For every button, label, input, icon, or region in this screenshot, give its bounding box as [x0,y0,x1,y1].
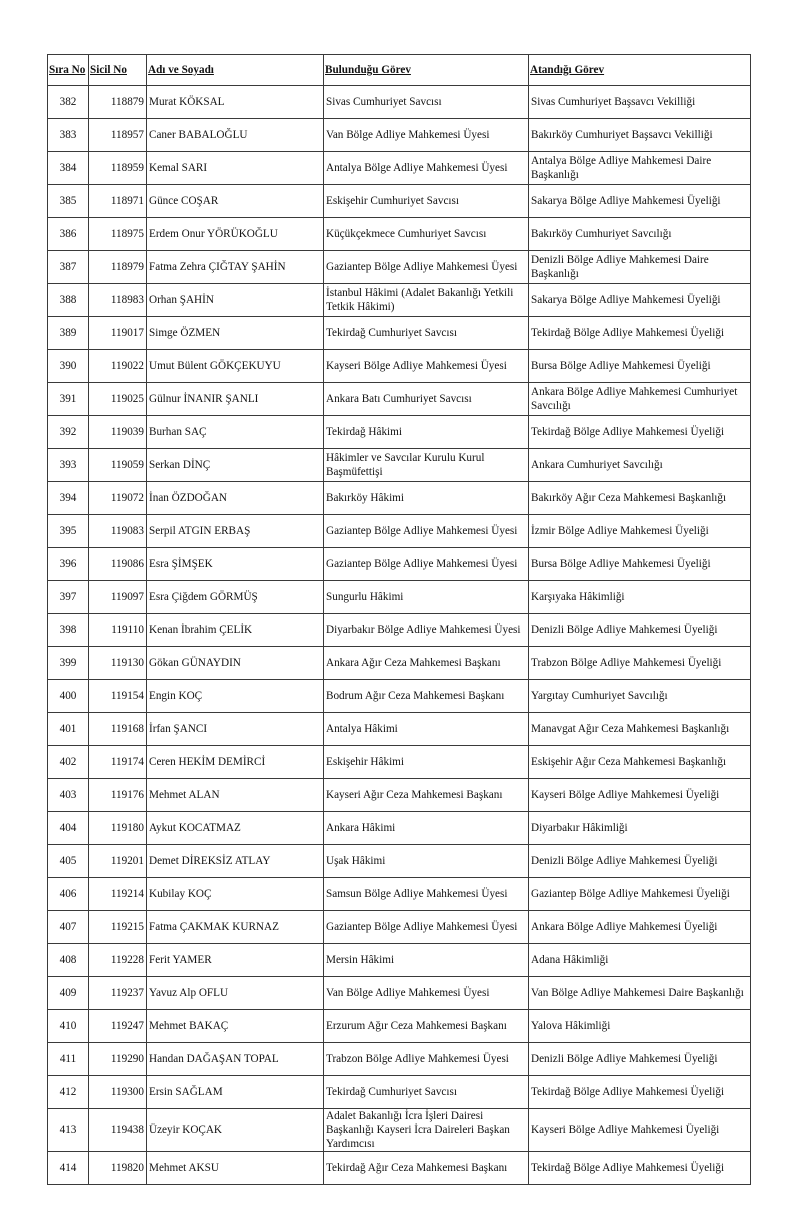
table-row [48,218,751,251]
cell-assigned-position: Manavgat Ağır Ceza Mahkemesi Başkanlığı [529,713,751,746]
cell-name: Ceren HEKİM DEMİRCİ [147,746,324,779]
cell-assigned-position: Eskişehir Ağır Ceza Mahkemesi Başkanlığı [529,746,751,779]
cell-name: Fatma Zehra ÇIĞTAY ŞAHİN [147,251,324,284]
cell-current-position: Samsun Bölge Adliye Mahkemesi Üyesi [324,878,529,911]
table-row [48,185,751,218]
cell-assigned-position: Van Bölge Adliye Mahkemesi Daire Başkanlığı [529,977,751,1010]
table-row [48,1152,751,1185]
cell-name: Fatma ÇAKMAK KURNAZ [147,911,324,944]
cell-current-position: Mersin Hâkimi [324,944,529,977]
table-body [48,86,751,1185]
cell-assigned-position: Denizli Bölge Adliye Mahkemesi Daire Başkanlığı [529,251,751,284]
cell-sicil-no: 119110 [89,614,147,647]
cell-name: Gökan GÜNAYDIN [147,647,324,680]
table-header [48,55,751,86]
table-row [48,482,751,515]
cell-current-position: Sivas Cumhuriyet Savcısı [324,86,529,119]
cell-sira-no: 407 [48,911,89,944]
cell-sira-no: 382 [48,86,89,119]
cell-sicil-no: 119072 [89,482,147,515]
cell-current-position: Gaziantep Bölge Adliye Mahkemesi Üyesi [324,251,529,284]
table-row [48,449,751,482]
table-row [48,86,751,119]
cell-current-position: Küçükçekmece Cumhuriyet Savcısı [324,218,529,251]
table-row [48,911,751,944]
cell-current-position: Tekirdağ Hâkimi [324,416,529,449]
header-atandigi-gorev: Atandığı Görev [529,55,751,86]
cell-sicil-no: 119039 [89,416,147,449]
cell-name: Burhan SAÇ [147,416,324,449]
cell-sira-no: 397 [48,581,89,614]
cell-name: Caner BABALOĞLU [147,119,324,152]
cell-sicil-no: 118957 [89,119,147,152]
cell-sira-no: 405 [48,845,89,878]
cell-sicil-no: 119130 [89,647,147,680]
cell-current-position: Tekirdağ Cumhuriyet Savcısı [324,1076,529,1109]
cell-sicil-no: 119168 [89,713,147,746]
table-row [48,680,751,713]
cell-assigned-position: Tekirdağ Bölge Adliye Mahkemesi Üyeliği [529,416,751,449]
cell-name: Esra ŞİMŞEK [147,548,324,581]
cell-current-position: Erzurum Ağır Ceza Mahkemesi Başkanı [324,1010,529,1043]
cell-sicil-no: 119086 [89,548,147,581]
cell-assigned-position: Tekirdağ Bölge Adliye Mahkemesi Üyeliği [529,1076,751,1109]
header-bulundugu-gorev: Bulunduğu Görev [324,55,529,86]
cell-sicil-no: 118959 [89,152,147,185]
cell-name: Mehmet AKSU [147,1152,324,1185]
cell-sira-no: 387 [48,251,89,284]
header-adi-soyadi: Adı ve Soyadı [147,55,324,86]
table-row [48,779,751,812]
cell-current-position: Sungurlu Hâkimi [324,581,529,614]
appointments-table [47,54,751,1185]
cell-sira-no: 390 [48,350,89,383]
cell-assigned-position: Denizli Bölge Adliye Mahkemesi Üyeliği [529,845,751,878]
table-row [48,1043,751,1076]
cell-sira-no: 386 [48,218,89,251]
cell-assigned-position: Bakırköy Cumhuriyet Başsavcı Vekilliği [529,119,751,152]
cell-sicil-no: 119290 [89,1043,147,1076]
cell-name: Kubilay KOÇ [147,878,324,911]
cell-assigned-position: Sakarya Bölge Adliye Mahkemesi Üyeliği [529,185,751,218]
cell-sira-no: 388 [48,284,89,317]
cell-current-position: Adalet Bakanlığı İcra İşleri Dairesi Başkanlığı Kayseri İcra Daireleri Başkan Yardımcısı [324,1109,529,1152]
cell-sicil-no: 119214 [89,878,147,911]
cell-assigned-position: Tekirdağ Bölge Adliye Mahkemesi Üyeliği [529,1152,751,1185]
cell-current-position: Bodrum Ağır Ceza Mahkemesi Başkanı [324,680,529,713]
cell-name: Serpil ATGIN ERBAŞ [147,515,324,548]
cell-current-position: Eskişehir Hâkimi [324,746,529,779]
cell-sira-no: 399 [48,647,89,680]
cell-assigned-position: Ankara Cumhuriyet Savcılığı [529,449,751,482]
cell-sicil-no: 119025 [89,383,147,416]
cell-sira-no: 411 [48,1043,89,1076]
cell-current-position: Diyarbakır Bölge Adliye Mahkemesi Üyesi [324,614,529,647]
cell-current-position: Uşak Hâkimi [324,845,529,878]
cell-sira-no: 384 [48,152,89,185]
table-row [48,284,751,317]
cell-assigned-position: Tekirdağ Bölge Adliye Mahkemesi Üyeliği [529,317,751,350]
table-row [48,416,751,449]
cell-assigned-position: Sivas Cumhuriyet Başsavcı Vekilliği [529,86,751,119]
cell-current-position: Antalya Hâkimi [324,713,529,746]
cell-name: Serkan DİNÇ [147,449,324,482]
cell-sira-no: 402 [48,746,89,779]
cell-name: Erdem Onur YÖRÜKOĞLU [147,218,324,251]
cell-name: Yavuz Alp OFLU [147,977,324,1010]
cell-sicil-no: 119228 [89,944,147,977]
cell-current-position: Tekirdağ Cumhuriyet Savcısı [324,317,529,350]
cell-sicil-no: 119176 [89,779,147,812]
table-row [48,152,751,185]
cell-current-position: Van Bölge Adliye Mahkemesi Üyesi [324,977,529,1010]
cell-current-position: Trabzon Bölge Adliye Mahkemesi Üyesi [324,1043,529,1076]
table-row [48,845,751,878]
cell-name: Günce COŞAR [147,185,324,218]
cell-sira-no: 410 [48,1010,89,1043]
header-row [48,55,751,86]
cell-sicil-no: 119017 [89,317,147,350]
cell-current-position: Ankara Hâkimi [324,812,529,845]
cell-name: Handan DAĞAŞAN TOPAL [147,1043,324,1076]
cell-name: Ferit YAMER [147,944,324,977]
cell-name: Esra Çiğdem GÖRMÜŞ [147,581,324,614]
cell-sicil-no: 119022 [89,350,147,383]
cell-sira-no: 392 [48,416,89,449]
cell-sicil-no: 119438 [89,1109,147,1152]
table-row [48,1109,751,1152]
cell-assigned-position: Sakarya Bölge Adliye Mahkemesi Üyeliği [529,284,751,317]
cell-name: Üzeyir KOÇAK [147,1109,324,1152]
cell-current-position: İstanbul Hâkimi (Adalet Bakanlığı Yetkili Tetkik Hâkimi) [324,284,529,317]
cell-sira-no: 389 [48,317,89,350]
cell-assigned-position: Adana Hâkimliği [529,944,751,977]
cell-sicil-no: 118979 [89,251,147,284]
cell-current-position: Gaziantep Bölge Adliye Mahkemesi Üyesi [324,548,529,581]
cell-sicil-no: 119154 [89,680,147,713]
cell-sicil-no: 118983 [89,284,147,317]
cell-assigned-position: İzmir Bölge Adliye Mahkemesi Üyeliği [529,515,751,548]
cell-sicil-no: 119174 [89,746,147,779]
cell-sicil-no: 119820 [89,1152,147,1185]
cell-sira-no: 406 [48,878,89,911]
cell-current-position: Eskişehir Cumhuriyet Savcısı [324,185,529,218]
cell-name: Kemal SARI [147,152,324,185]
cell-current-position: Ankara Ağır Ceza Mahkemesi Başkanı [324,647,529,680]
cell-name: Engin KOÇ [147,680,324,713]
table-row [48,581,751,614]
cell-current-position: Bakırköy Hâkimi [324,482,529,515]
cell-assigned-position: Denizli Bölge Adliye Mahkemesi Üyeliği [529,1043,751,1076]
header-sicil-no: Sicil No [89,55,147,86]
cell-assigned-position: Ankara Bölge Adliye Mahkemesi Cumhuriyet Savcılığı [529,383,751,416]
table-row [48,350,751,383]
cell-current-position: Kayseri Ağır Ceza Mahkemesi Başkanı [324,779,529,812]
table-row [48,614,751,647]
cell-sira-no: 412 [48,1076,89,1109]
cell-sicil-no: 119237 [89,977,147,1010]
cell-sira-no: 395 [48,515,89,548]
cell-sicil-no: 119097 [89,581,147,614]
cell-assigned-position: Denizli Bölge Adliye Mahkemesi Üyeliği [529,614,751,647]
table-row [48,383,751,416]
cell-current-position: Antalya Bölge Adliye Mahkemesi Üyesi [324,152,529,185]
header-sira-no: Sıra No [48,55,89,86]
cell-sira-no: 396 [48,548,89,581]
cell-current-position: Gaziantep Bölge Adliye Mahkemesi Üyesi [324,911,529,944]
table-row [48,119,751,152]
cell-sicil-no: 119180 [89,812,147,845]
cell-assigned-position: Kayseri Bölge Adliye Mahkemesi Üyeliği [529,1109,751,1152]
table-row [48,515,751,548]
table-row [48,1010,751,1043]
cell-assigned-position: Kayseri Bölge Adliye Mahkemesi Üyeliği [529,779,751,812]
table-row [48,251,751,284]
table-row [48,317,751,350]
table-row [48,713,751,746]
cell-assigned-position: Yargıtay Cumhuriyet Savcılığı [529,680,751,713]
cell-assigned-position: Bursa Bölge Adliye Mahkemesi Üyeliği [529,548,751,581]
cell-name: Kenan İbrahim ÇELİK [147,614,324,647]
cell-sicil-no: 118971 [89,185,147,218]
cell-sicil-no: 119059 [89,449,147,482]
cell-sira-no: 409 [48,977,89,1010]
cell-sicil-no: 118879 [89,86,147,119]
cell-assigned-position: Bakırköy Ağır Ceza Mahkemesi Başkanlığı [529,482,751,515]
cell-sira-no: 393 [48,449,89,482]
cell-assigned-position: Gaziantep Bölge Adliye Mahkemesi Üyeliği [529,878,751,911]
cell-current-position: Ankara Batı Cumhuriyet Savcısı [324,383,529,416]
cell-sicil-no: 119247 [89,1010,147,1043]
cell-current-position: Gaziantep Bölge Adliye Mahkemesi Üyesi [324,515,529,548]
cell-name: İnan ÖZDOĞAN [147,482,324,515]
cell-sicil-no: 119201 [89,845,147,878]
cell-name: İrfan ŞANCI [147,713,324,746]
cell-assigned-position: Diyarbakır Hâkimliği [529,812,751,845]
cell-sira-no: 403 [48,779,89,812]
cell-assigned-position: Karşıyaka Hâkimliği [529,581,751,614]
cell-assigned-position: Trabzon Bölge Adliye Mahkemesi Üyeliği [529,647,751,680]
cell-sicil-no: 118975 [89,218,147,251]
cell-sira-no: 413 [48,1109,89,1152]
cell-current-position: Van Bölge Adliye Mahkemesi Üyesi [324,119,529,152]
cell-assigned-position: Bursa Bölge Adliye Mahkemesi Üyeliği [529,350,751,383]
table-row [48,1076,751,1109]
table-row [48,746,751,779]
cell-sira-no: 398 [48,614,89,647]
cell-name: Ersin SAĞLAM [147,1076,324,1109]
cell-current-position: Tekirdağ Ağır Ceza Mahkemesi Başkanı [324,1152,529,1185]
cell-sira-no: 385 [48,185,89,218]
cell-sira-no: 401 [48,713,89,746]
cell-sicil-no: 119215 [89,911,147,944]
cell-name: Murat KÖKSAL [147,86,324,119]
cell-sira-no: 394 [48,482,89,515]
cell-sira-no: 383 [48,119,89,152]
table-row [48,812,751,845]
cell-assigned-position: Antalya Bölge Adliye Mahkemesi Daire Başkanlığı [529,152,751,185]
cell-name: Demet DİREKSİZ ATLAY [147,845,324,878]
cell-name: Mehmet BAKAÇ [147,1010,324,1043]
cell-name: Gülnur İNANIR ŞANLI [147,383,324,416]
cell-assigned-position: Yalova Hâkimliği [529,1010,751,1043]
cell-sicil-no: 119300 [89,1076,147,1109]
cell-sira-no: 400 [48,680,89,713]
cell-sicil-no: 119083 [89,515,147,548]
table-row [48,977,751,1010]
cell-sira-no: 414 [48,1152,89,1185]
cell-name: Orhan ŞAHİN [147,284,324,317]
table-row [48,944,751,977]
cell-name: Mehmet ALAN [147,779,324,812]
cell-current-position: Hâkimler ve Savcılar Kurulu Kurul Başmüfettişi [324,449,529,482]
cell-current-position: Kayseri Bölge Adliye Mahkemesi Üyesi [324,350,529,383]
cell-assigned-position: Ankara Bölge Adliye Mahkemesi Üyeliği [529,911,751,944]
cell-assigned-position: Bakırköy Cumhuriyet Savcılığı [529,218,751,251]
table-row [48,548,751,581]
cell-sira-no: 408 [48,944,89,977]
cell-name: Aykut KOCATMAZ [147,812,324,845]
cell-name: Simge ÖZMEN [147,317,324,350]
cell-name: Umut Bülent GÖKÇEKUYU [147,350,324,383]
table-row [48,647,751,680]
table-row [48,878,751,911]
cell-sira-no: 391 [48,383,89,416]
cell-sira-no: 404 [48,812,89,845]
